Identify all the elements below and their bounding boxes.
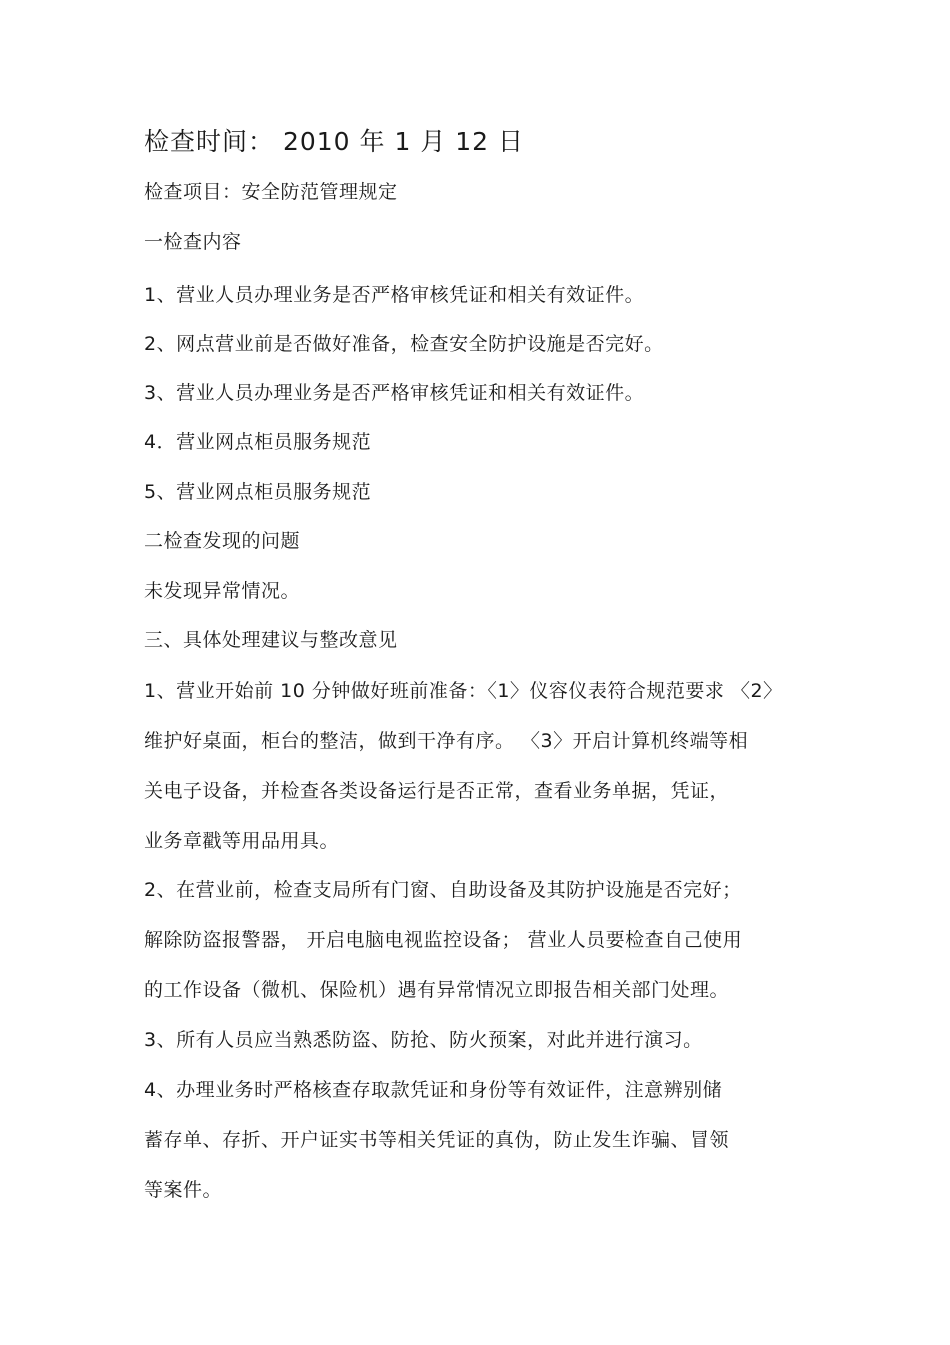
findings-body: 未发现异常情况。 — [144, 580, 301, 602]
suggestion-line: 的工作设备（微机、保险机）遇有异常情况立即报告相关部门处理。 — [144, 979, 730, 1001]
section-heading-findings: 二检查发现的问题 — [144, 530, 301, 552]
inspection-project: 检查项目：安全防范管理规定 — [144, 181, 398, 203]
suggestion-line: 1、营业开始前 10 分钟做好班前准备：〈1〉仪容仪表符合规范要求 〈2〉 — [144, 680, 783, 702]
suggestion-line: 解除防盗报警器， 开启电脑电视监控设备； 营业人员要检查自己使用 — [144, 929, 743, 951]
content-item-1: 1、营业人员办理业务是否严格审核凭证和相关有效证件。 — [144, 284, 645, 306]
content-item-3: 3、营业人员办理业务是否严格审核凭证和相关有效证件。 — [144, 382, 645, 404]
suggestion-line: 业务章戳等用品用具。 — [144, 830, 340, 852]
suggestion-line: 蓄存单、存折、开户证实书等相关凭证的真伪，防止发生诈骗、冒领 — [144, 1129, 730, 1151]
inspection-date-title: 检查时间： 2010 年 1 月 12 日 — [144, 127, 525, 156]
suggestion-line: 等案件。 — [144, 1179, 223, 1201]
section-heading-content: 一检查内容 — [144, 231, 242, 253]
suggestion-line: 4、办理业务时严格核查存取款凭证和身份等有效证件，注意辨别储 — [144, 1079, 723, 1101]
content-item-2: 2、网点营业前是否做好准备，检查安全防护设施是否完好。 — [144, 333, 664, 355]
content-item-4: 4．营业网点柜员服务规范 — [144, 431, 372, 453]
suggestion-line: 2、在营业前，检查支局所有门窗、自助设备及其防护设施是否完好； — [144, 879, 742, 901]
suggestion-line: 维护好桌面，柜台的整洁，做到干净有序。 〈3〉开启计算机终端等相 — [144, 730, 749, 752]
content-item-5: 5、营业网点柜员服务规范 — [144, 481, 372, 503]
suggestion-line: 3、所有人员应当熟悉防盗、防抢、防火预案，对此并进行演习。 — [144, 1029, 703, 1051]
section-heading-suggestions: 三、具体处理建议与整改意见 — [144, 629, 398, 651]
suggestion-line: 关电子设备，并检查各类设备运行是否正常，查看业务单据，凭证， — [144, 780, 730, 802]
